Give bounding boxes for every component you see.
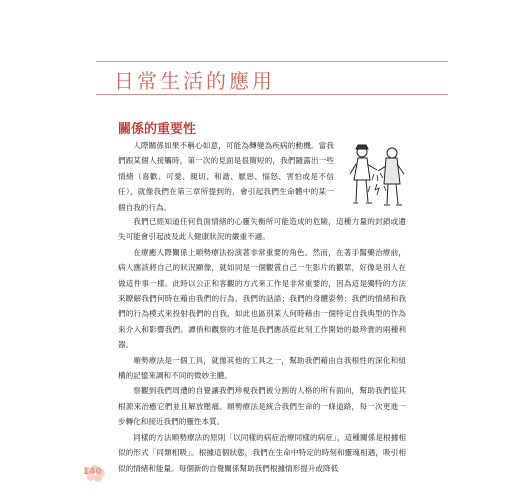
- page-number-text: 140: [83, 467, 102, 477]
- page-number: [83, 465, 105, 483]
- paragraph-1: 人際關係如果不稱心如意，可能為轉變為疾病的動機。當我們跟某個人接觸時，第一次的見面是很簡短的，我們隨露出一些情緒（喜歡、可愛、親切、和諧、厭惡、惱怒、害怕或是不信任），就像我們在第三章所提到的，會引起我們生命體中的某一個自我的行為。: [118, 141, 334, 212]
- paragraph-6: 同樣的方法順勢療法的原則「以同樣的病症治療同樣的病症」，這種關係是根據相似的形式「同類相吸」。根據這個狀態，我們在生命中特定的時刻和靈魂相遇，吸引相似的情緒和能量。每個新的自覺關係幫助我們根據情形提升或降低: [118, 432, 406, 473]
- section-title: 關係的重要性: [118, 122, 197, 137]
- body-text-column: [118, 214, 406, 476]
- paragraph-2: 我們已經知道任何負面情緒的心靈失衡所可能造成的危險，這種力量的封鎖或遺失可能會引起波及此人健康狀況的嚴重不適。: [118, 217, 406, 242]
- chapter-title-bar: [96, 61, 448, 95]
- paragraph-3: 在療癒人際關係上順勢療法扮演著非常重要的角色。然而，在著手醫藥治療前，病人應該將自己的狀況顯像，就如同是一個觀賞自己一生影片的觀眾，好像是別人在做這件事一樣。此時以公正和客觀的方式來工作是非常重要的，因為這是獨特的方法來瞭解我們何時在藉由我們的行為，我們的話語；我們的身體姿勢；我們的情緒和我們的行為模式來投射我們的自我，如此也區別某人何時藉由一個特定自我典型的作為來介入和影響我們。譚俏和觀察的才能是我們應該從此刻工作開始的最珍貴的兩種利器。: [118, 247, 406, 350]
- illustration-handshake-figures: [344, 140, 412, 214]
- chapter-title: 日常生活的應用: [114, 69, 275, 93]
- paragraph-4: 順勢療法是一個工具，就像其他的工具之一，幫助我們藉由自我根性的深化和組構的記憶來調和不同的微妙主體。: [118, 355, 406, 381]
- paragraph-5: 察觀到我們周遭的自覺讓我們珍視我們被分割的人格的所有面向，幫助我們從其根源來治癒它們並且解放壓痛。順勢療法是統合我們生命的一條道路，每一次更進一步轉化和接近我們的靈性本質。: [118, 386, 406, 427]
